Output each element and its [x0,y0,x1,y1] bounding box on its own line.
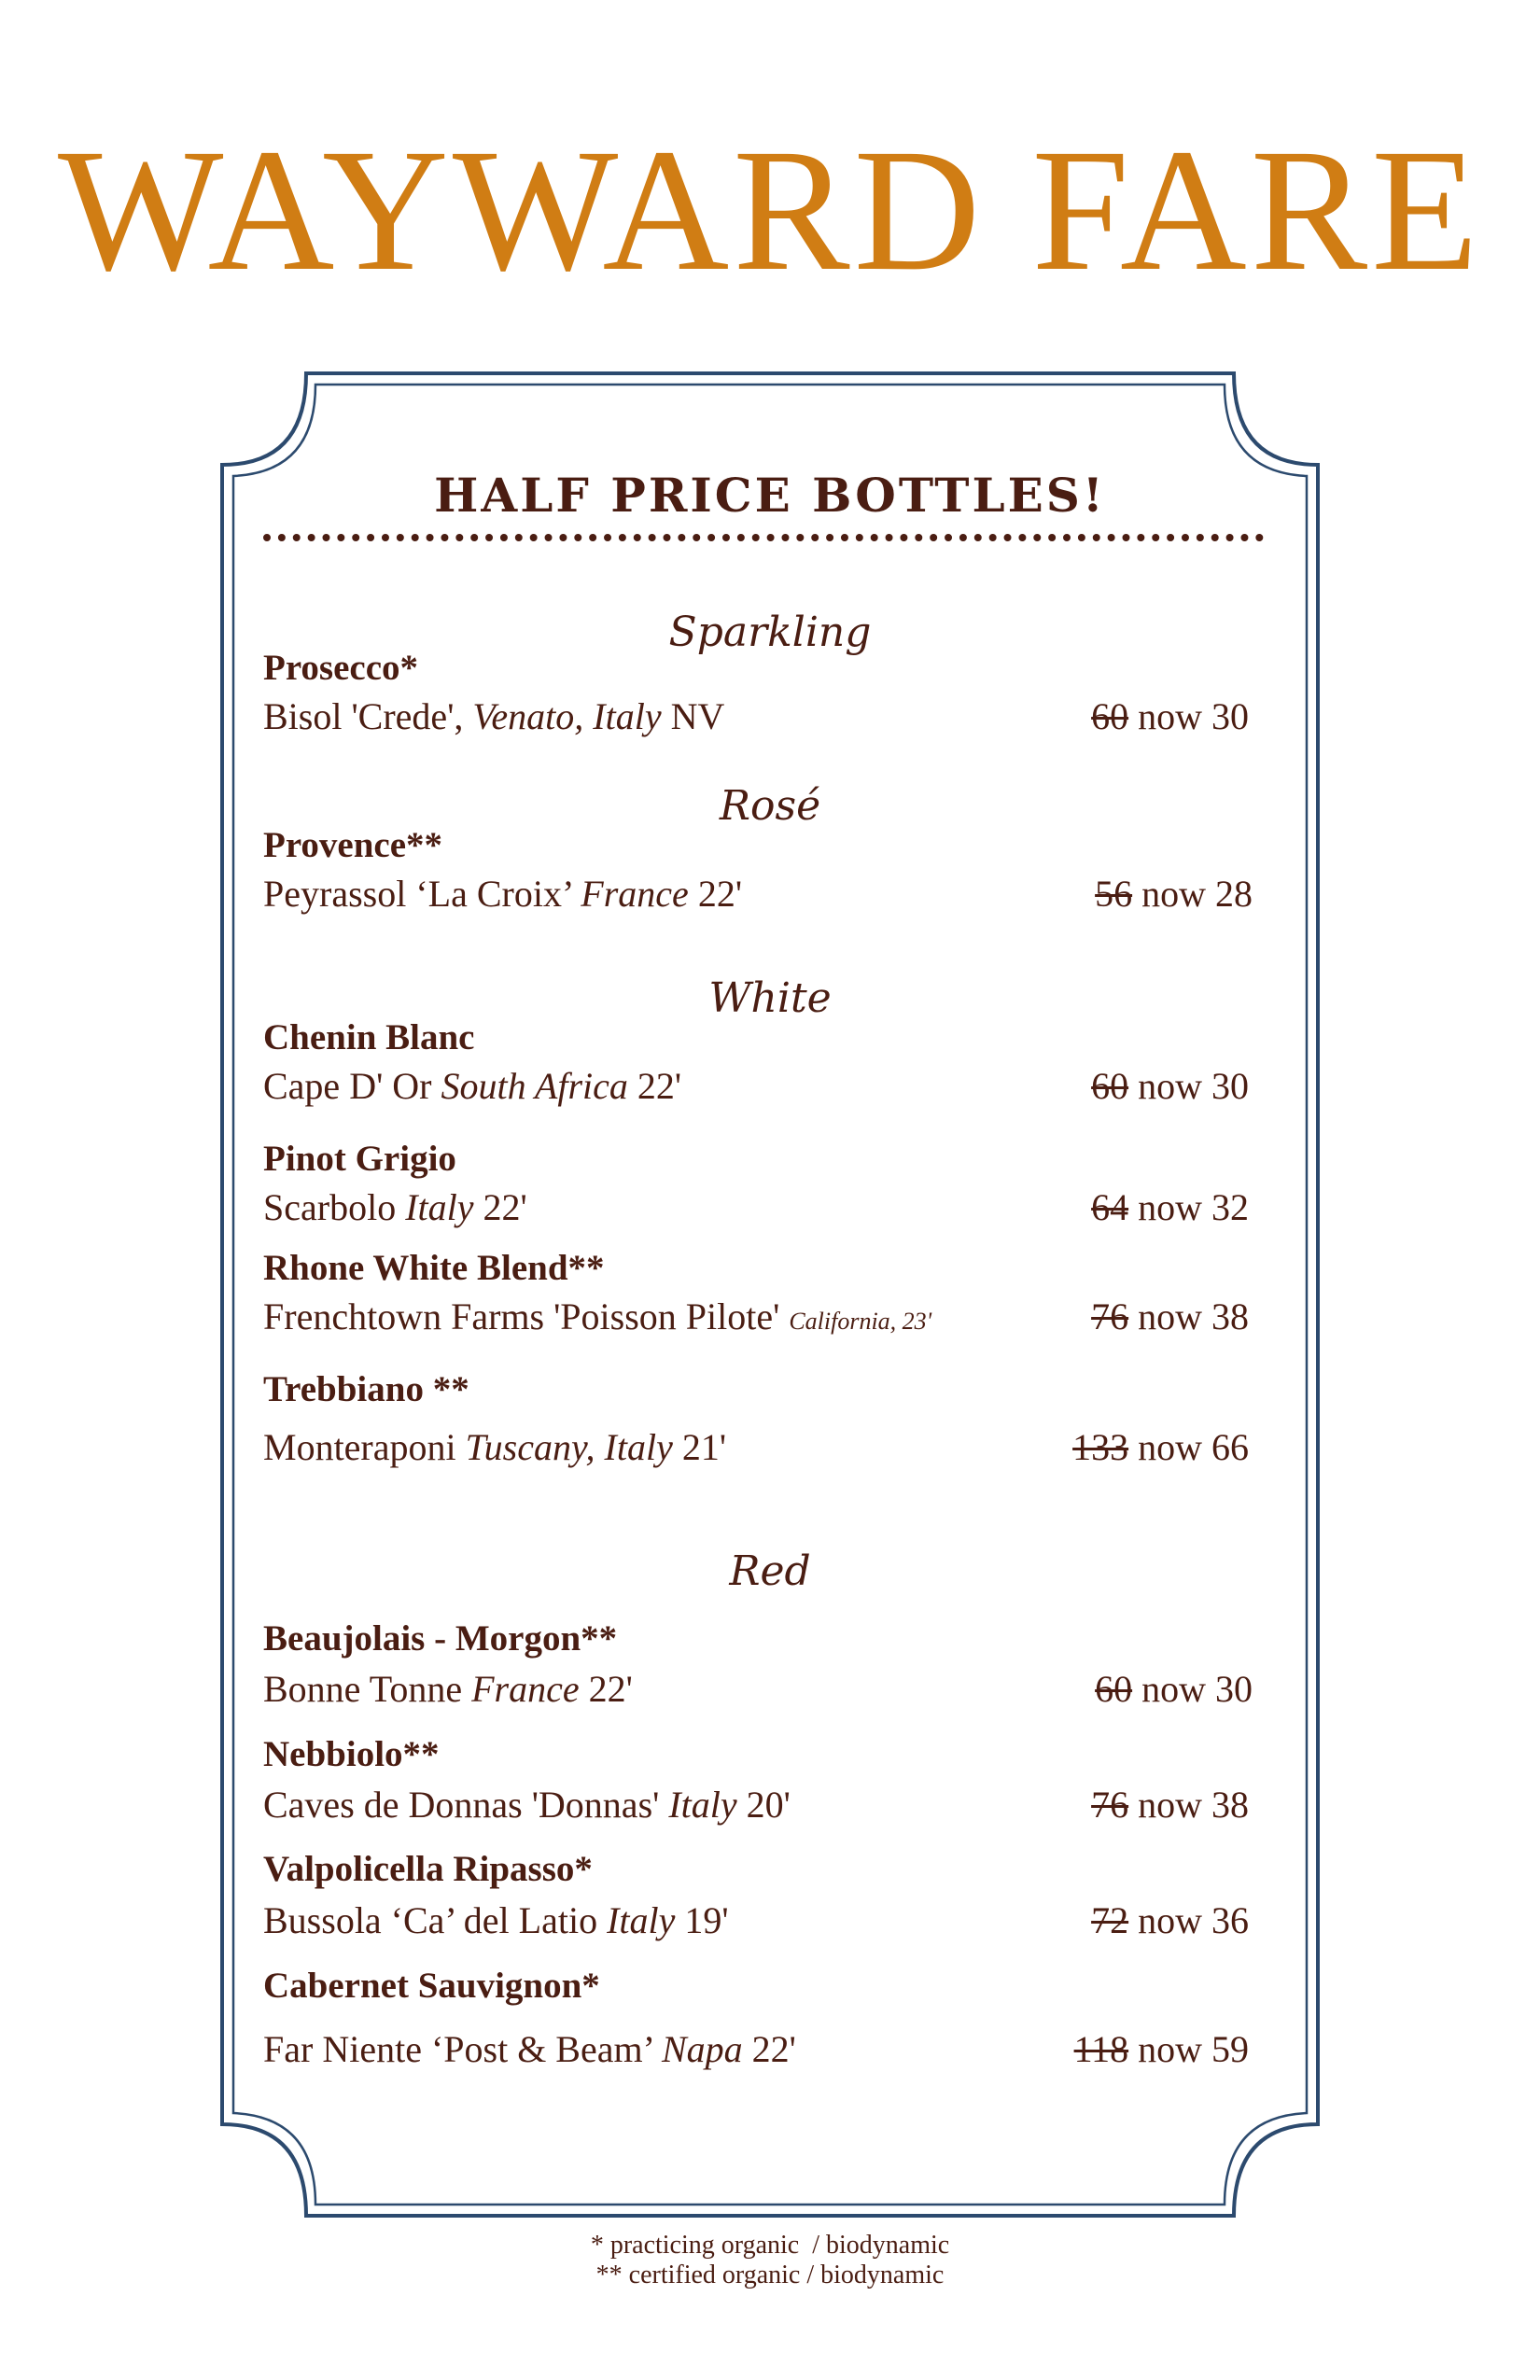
sale-price: now 28 [1132,873,1253,915]
original-price: 118 [1073,2028,1129,2070]
footnote-single: * practicing organic / biodynamic [590,2231,950,2260]
wine-name: Cabernet Sauvignon* [263,1966,600,2006]
sale-price: now 30 [1132,1668,1253,1710]
wine-description: Peyrassol ‘La Croix’ France 22' [263,873,743,915]
original-price: 60 [1091,695,1129,737]
sale-price: now 59 [1128,2028,1249,2070]
section-rose: Rosé [719,782,821,830]
wine-description: Far Niente ‘Post & Beam’ Napa 22' [263,2028,796,2070]
section-red: Red [729,1547,811,1595]
original-price: 76 [1091,1784,1129,1826]
original-price: 60 [1091,1065,1129,1107]
original-price: 72 [1091,1899,1129,1941]
wine-name: Prosecco* [263,648,419,688]
sale-price: now 30 [1128,695,1249,737]
wine-price [1072,1425,1249,1470]
wine-name: Beaujolais - Morgon** [263,1618,618,1659]
original-price: 76 [1091,1295,1129,1337]
wine-price [1095,1667,1253,1712]
wine-name: Valpolicella Ripasso* [263,1849,593,1889]
dotted-divider [263,534,1264,541]
wine-name: Pinot Grigio [263,1139,456,1179]
wine-description: Bussola ‘Ca’ del Latio Italy 19' [263,1899,729,1941]
original-price: 64 [1091,1186,1129,1228]
wine-name: Trebbiano ** [263,1369,469,1409]
sale-price: now 66 [1128,1426,1249,1468]
original-price: 133 [1072,1426,1129,1468]
sale-price: now 36 [1128,1899,1249,1941]
wine-name: Provence** [263,825,443,865]
wine-price [1095,872,1253,917]
sale-price: now 30 [1128,1065,1249,1107]
wine-price [1091,1898,1249,1943]
menu-heading: HALF PRICE BOTTLES! [434,468,1106,523]
restaurant-name: WAYWARD FARE [57,112,1483,307]
wine-description: Scarbolo Italy 22' [263,1186,527,1228]
wine-description: Frenchtown Farms 'Poisson Pilote' California, 23' [263,1295,932,1337]
footnote-double: ** certified organic / biodynamic [595,2261,945,2289]
original-price: 60 [1095,1668,1133,1710]
sale-price: now 38 [1128,1784,1249,1826]
sale-price: now 32 [1128,1186,1249,1228]
section-sparkling: Sparkling [668,609,872,656]
wine-price [1091,1783,1249,1827]
wine-price [1074,2027,1249,2072]
wine-description: Monteraponi Tuscany, Italy 21' [263,1426,727,1468]
wine-description: Caves de Donnas 'Donnas' Italy 20' [263,1784,791,1826]
wine-price [1091,1295,1249,1339]
wine-price [1091,1064,1249,1109]
section-white: White [708,974,832,1022]
footnotes [0,2231,1540,2290]
wine-description: Cape D' Or South Africa 22' [263,1065,682,1107]
wine-price [1091,1185,1249,1230]
wine-name: Rhone White Blend** [263,1248,605,1288]
wine-name: Chenin Blanc [263,1017,475,1057]
wine-description: Bisol 'Crede', Venato, Italy NV [263,695,725,737]
original-price: 56 [1095,873,1133,915]
sale-price: now 38 [1128,1295,1249,1337]
wine-price [1091,694,1249,739]
wine-description: Bonne Tonne France 22' [263,1668,633,1710]
wine-name: Nebbiolo** [263,1734,440,1774]
